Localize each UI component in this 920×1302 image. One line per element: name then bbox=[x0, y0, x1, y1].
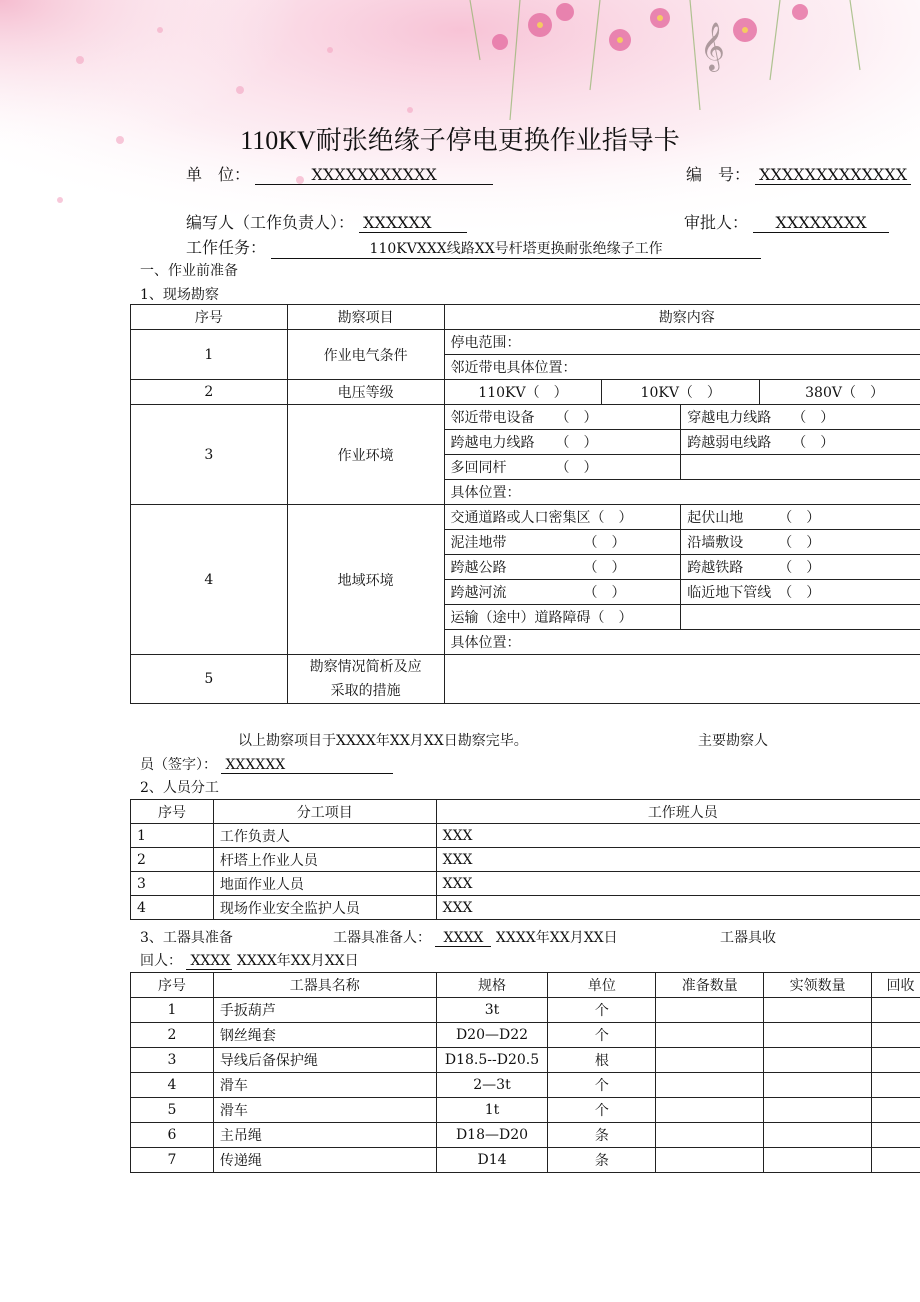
row-number: 4 bbox=[131, 505, 288, 655]
survey-content: 停电范围： bbox=[444, 330, 920, 355]
survey-content: 交通道路或人口密集区（ ） bbox=[444, 505, 681, 530]
tool-returned bbox=[872, 998, 920, 1023]
number-field bbox=[686, 162, 911, 185]
table-row bbox=[131, 800, 920, 824]
author-label: 编写人（工作负责人）： bbox=[186, 213, 355, 232]
table-row bbox=[131, 1123, 920, 1148]
row-number: 3 bbox=[131, 1048, 214, 1073]
tool-returned bbox=[872, 1073, 920, 1098]
survey-item: 作业环境 bbox=[287, 405, 444, 505]
survey-content: 具体位置： bbox=[444, 630, 920, 655]
header-cell: 工作班人员 bbox=[436, 800, 920, 824]
tool-preparer-field bbox=[333, 927, 618, 947]
row-number: 1 bbox=[131, 998, 214, 1023]
tool-unit: 个 bbox=[548, 1098, 656, 1123]
staff-person: XXX bbox=[436, 872, 920, 896]
task-value: 110KVXXX线路XX号杆塔更换耐张绝缘子工作 bbox=[271, 238, 761, 259]
table-row bbox=[131, 380, 920, 405]
tool-unit: 条 bbox=[548, 1123, 656, 1148]
approver-field bbox=[684, 210, 889, 233]
staff-table bbox=[130, 799, 920, 920]
staff-item: 现场作业安全监护人员 bbox=[213, 896, 436, 920]
row-number: 1 bbox=[131, 824, 214, 848]
tool-prep-date: XXXX年XX月XX日 bbox=[495, 930, 618, 946]
unit-label: 单 位： bbox=[186, 165, 251, 184]
header-cell: 勘察内容 bbox=[444, 305, 920, 330]
row-number: 1 bbox=[131, 330, 288, 380]
survey-content: 跨越电力线路 （ ） bbox=[444, 430, 681, 455]
table-row bbox=[131, 998, 920, 1023]
header-cell: 分工项目 bbox=[213, 800, 436, 824]
tool-prep-qty bbox=[656, 1098, 764, 1123]
main-surveyor-label: 主要勘察人 bbox=[698, 733, 768, 749]
unit-field bbox=[186, 162, 493, 185]
survey-content: 多回同杆 （ ） bbox=[444, 455, 681, 480]
receiver-date: XXXX年XX月XX日 bbox=[236, 953, 359, 969]
survey-content-empty bbox=[681, 455, 920, 480]
tool-actual-qty bbox=[764, 1048, 872, 1073]
header-cell: 准备数量 bbox=[656, 973, 764, 998]
header-cell: 序号 bbox=[131, 973, 214, 998]
tool-prep-qty bbox=[656, 1073, 764, 1098]
tool-name: 主吊绳 bbox=[213, 1123, 436, 1148]
row-number: 6 bbox=[131, 1123, 214, 1148]
receiver-label: 回人： bbox=[140, 953, 182, 969]
table-row bbox=[131, 505, 920, 530]
survey-content: 泥洼地带 （ ） bbox=[444, 530, 681, 555]
survey-content: 具体位置： bbox=[444, 480, 920, 505]
tool-unit: 个 bbox=[548, 998, 656, 1023]
survey-item: 地域环境 bbox=[287, 505, 444, 655]
table-row bbox=[131, 824, 920, 848]
tool-actual-qty bbox=[764, 1023, 872, 1048]
table-row bbox=[131, 1048, 920, 1073]
survey-content: 邻近带电设备 （ ） bbox=[444, 405, 681, 430]
header-cell: 单位 bbox=[548, 973, 656, 998]
voltage-10kv: 10KV（ ） bbox=[602, 380, 760, 405]
section-survey-heading: 1、现场勘察 bbox=[140, 287, 219, 303]
tool-actual-qty bbox=[764, 1073, 872, 1098]
tool-spec: 1t bbox=[436, 1098, 548, 1123]
receiver-field bbox=[140, 950, 359, 970]
row-number: 4 bbox=[131, 1073, 214, 1098]
svg-text:𝄞: 𝄞 bbox=[700, 21, 725, 70]
tool-returned bbox=[872, 1148, 920, 1173]
staff-person: XXX bbox=[436, 896, 920, 920]
header-cell: 实领数量 bbox=[764, 973, 872, 998]
voltage-110kv: 110KV（ ） bbox=[444, 380, 602, 405]
staff-person: XXX bbox=[436, 848, 920, 872]
table-row bbox=[131, 1023, 920, 1048]
survey-item-line2: 采取的措施 bbox=[330, 683, 401, 699]
unit-value: XXXXXXXXXXX bbox=[255, 165, 493, 185]
tool-name: 滑车 bbox=[213, 1073, 436, 1098]
table-row bbox=[131, 848, 920, 872]
survey-content: 邻近带电具体位置： bbox=[444, 355, 920, 380]
header-cell: 序号 bbox=[131, 305, 288, 330]
tool-prep-qty bbox=[656, 1048, 764, 1073]
tool-actual-qty bbox=[764, 998, 872, 1023]
tool-prep-qty bbox=[656, 1123, 764, 1148]
tool-prep-qty bbox=[656, 998, 764, 1023]
signature-field bbox=[140, 754, 393, 774]
staff-person: XXX bbox=[436, 824, 920, 848]
table-row bbox=[131, 973, 920, 998]
header-cell: 勘察项目 bbox=[287, 305, 444, 330]
survey-content-empty bbox=[444, 655, 920, 704]
signature-value: XXXXXX bbox=[221, 757, 393, 774]
row-number: 2 bbox=[131, 1023, 214, 1048]
approver-label: 审批人： bbox=[684, 213, 749, 232]
tool-returned bbox=[872, 1123, 920, 1148]
tool-spec: D14 bbox=[436, 1148, 548, 1173]
row-number: 5 bbox=[131, 655, 288, 704]
staff-item: 地面作业人员 bbox=[213, 872, 436, 896]
tool-actual-qty bbox=[764, 1148, 872, 1173]
task-field bbox=[186, 235, 761, 259]
author-field bbox=[186, 210, 467, 233]
tool-returned bbox=[872, 1048, 920, 1073]
tool-name: 滑车 bbox=[213, 1098, 436, 1123]
row-number: 3 bbox=[131, 405, 288, 505]
survey-done-note: 以上勘察项目于XXXX年XX月XX日勘察完毕。 bbox=[238, 733, 528, 749]
page-title: 110KV耐张绝缘子停电更换作业指导卡 bbox=[240, 126, 680, 155]
row-number: 4 bbox=[131, 896, 214, 920]
tool-prep-qty bbox=[656, 1148, 764, 1173]
tool-unit: 根 bbox=[548, 1048, 656, 1073]
number-label: 编 号： bbox=[686, 165, 751, 184]
number-value: XXXXXXXXXXXXX bbox=[755, 165, 911, 185]
survey-table bbox=[130, 304, 920, 704]
survey-content: 跨越弱电线路 （ ） bbox=[681, 430, 920, 455]
tool-unit: 个 bbox=[548, 1023, 656, 1048]
header-cell: 序号 bbox=[131, 800, 214, 824]
survey-content: 跨越河流 （ ） bbox=[444, 580, 681, 605]
receiver-value: XXXX bbox=[186, 953, 232, 970]
tool-actual-qty bbox=[764, 1098, 872, 1123]
tools-table bbox=[130, 972, 920, 1173]
survey-item: 作业电气条件 bbox=[287, 330, 444, 380]
signature-label: 员（签字）： bbox=[140, 757, 217, 773]
tool-spec: D18.5--D20.5 bbox=[436, 1048, 548, 1073]
tool-unit: 个 bbox=[548, 1073, 656, 1098]
approver-value: XXXXXXXX bbox=[753, 213, 889, 233]
tool-returned bbox=[872, 1023, 920, 1048]
tool-spec: 2—3t bbox=[436, 1073, 548, 1098]
table-row bbox=[131, 1073, 920, 1098]
section-tools-heading: 3、工器具准备 bbox=[140, 930, 233, 946]
survey-item-line1: 勘察情况简析及应 bbox=[309, 659, 422, 675]
tool-preparer-label: 工器具准备人： bbox=[333, 930, 431, 946]
survey-item: 电压等级 bbox=[287, 380, 444, 405]
row-number: 2 bbox=[131, 848, 214, 872]
table-row bbox=[131, 305, 920, 330]
table-row bbox=[131, 872, 920, 896]
tool-spec: D20—D22 bbox=[436, 1023, 548, 1048]
row-number: 3 bbox=[131, 872, 214, 896]
survey-content-empty bbox=[681, 605, 920, 630]
table-row bbox=[131, 1148, 920, 1173]
table-row bbox=[131, 405, 920, 430]
table-row bbox=[131, 1098, 920, 1123]
header-cell: 回收 bbox=[872, 973, 920, 998]
survey-content: 运输（途中）道路障碍（ ） bbox=[444, 605, 681, 630]
tool-name: 导线后备保护绳 bbox=[213, 1048, 436, 1073]
survey-content: 跨越铁路 （ ） bbox=[681, 555, 920, 580]
tool-unit: 条 bbox=[548, 1148, 656, 1173]
tool-receiver-label: 工器具收 bbox=[720, 930, 776, 946]
table-row bbox=[131, 655, 920, 704]
survey-content: 跨越公路 （ ） bbox=[444, 555, 681, 580]
row-number: 5 bbox=[131, 1098, 214, 1123]
section-prep-heading: 一、作业前准备 bbox=[140, 263, 238, 279]
tool-returned bbox=[872, 1098, 920, 1123]
header-cell: 规格 bbox=[436, 973, 548, 998]
staff-item: 工作负责人 bbox=[213, 824, 436, 848]
tool-name: 传递绳 bbox=[213, 1148, 436, 1173]
survey-item bbox=[287, 655, 444, 704]
table-row bbox=[131, 330, 920, 355]
tool-name: 手扳葫芦 bbox=[213, 998, 436, 1023]
tool-spec: D18—D20 bbox=[436, 1123, 548, 1148]
task-label: 工作任务： bbox=[186, 238, 267, 257]
tool-spec: 3t bbox=[436, 998, 548, 1023]
row-number: 7 bbox=[131, 1148, 214, 1173]
table-row bbox=[131, 896, 920, 920]
voltage-380v: 380V（ ） bbox=[760, 380, 920, 405]
survey-content: 穿越电力线路 （ ） bbox=[681, 405, 920, 430]
section-staff-heading: 2、人员分工 bbox=[140, 780, 219, 796]
survey-content: 临近地下管线 （ ） bbox=[681, 580, 920, 605]
author-value: XXXXXX bbox=[359, 213, 467, 233]
header-cell: 工器具名称 bbox=[213, 973, 436, 998]
tool-preparer-value: XXXX bbox=[435, 930, 491, 947]
staff-item: 杆塔上作业人员 bbox=[213, 848, 436, 872]
tool-actual-qty bbox=[764, 1123, 872, 1148]
row-number: 2 bbox=[131, 380, 288, 405]
tool-prep-qty bbox=[656, 1023, 764, 1048]
survey-content: 沿墙敷设 （ ） bbox=[681, 530, 920, 555]
tool-name: 钢丝绳套 bbox=[213, 1023, 436, 1048]
survey-content: 起伏山地 （ ） bbox=[681, 505, 920, 530]
